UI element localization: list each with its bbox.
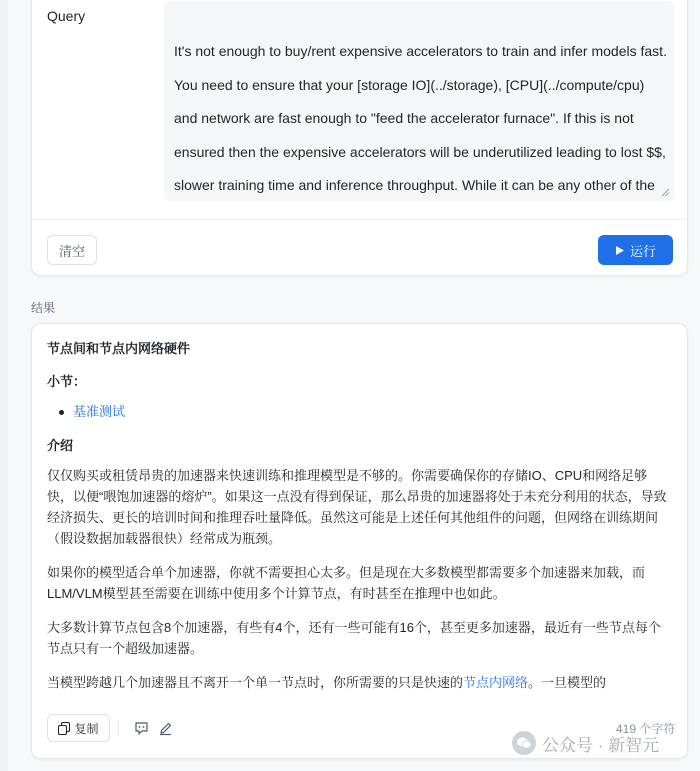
clear-button[interactable]: 清空 <box>47 235 97 265</box>
query-line: slower training time and inference throughput. While it can be any other of the <box>174 177 655 193</box>
left-rail <box>0 0 8 771</box>
paragraph-text: 当模型跨越几个加速器且不离开一个单一节点时，你所需要的只是快速的 <box>47 675 464 690</box>
pencil-icon <box>158 721 173 736</box>
intro-heading: 介绍 <box>47 438 74 453</box>
query-line: It's not enough to buy/rent expensive accelerators to train and infer models fast. <box>174 43 667 59</box>
feedback-button[interactable] <box>129 716 153 740</box>
query-line: and network are fast enough to "feed the accelerator furnace". If this is not <box>174 110 634 126</box>
watermark <box>512 730 659 756</box>
result-title: 节点间和节点内网络硬件 <box>47 341 191 356</box>
subsection-list <box>47 403 672 421</box>
play-icon <box>615 245 625 256</box>
paragraph <box>47 672 672 693</box>
result-card <box>31 323 688 759</box>
feedback-icon <box>134 721 149 736</box>
paragraph: 如果你的模型适合单个加速器，你就不需要担心太多。但是现在大多数模型都需要多个加速器来加载，而LLM/VLM模型甚至需要在训练中使用多个计算节点，有时甚至在推理中也如此。 <box>47 565 646 601</box>
copy-button[interactable] <box>47 714 110 742</box>
run-button[interactable] <box>598 235 673 265</box>
paragraph-text: 。一旦模型的 <box>528 675 607 690</box>
paragraph: 大多数计算节点包含8个加速器，有些有4个，还有一些可能有16个，甚至更多加速器，最近有一些节点每个节点只有一个超级加速器。 <box>47 620 661 656</box>
result-content <box>47 340 672 693</box>
wechat-logo-icon <box>512 731 536 755</box>
watermark-text: 公众号 · 新智元 <box>542 735 660 755</box>
char-count: 419 个字符 <box>616 722 676 736</box>
query-line: You need to ensure that your [storage IO](../storage), [CPU](../compute/cpu) <box>174 76 645 93</box>
query-input[interactable] <box>164 1 674 201</box>
edit-button[interactable] <box>153 716 177 740</box>
intra-node-network-link[interactable]: 节点内网络 <box>463 675 529 690</box>
resize-handle-icon[interactable] <box>661 188 670 197</box>
paragraph: 仅仅购买或租赁昂贵的加速器来快速训练和推理模型是不够的。你需要确保你的存储IO、CPU和网络足够快，以便“喂饱加速器的熔炉”。如果这一点没有得到保证，那么昂贵的加速器将处于未充分利用的状态，导致经济损失、更长的培训时间和推理吞吐量降低。虽然这可能是上述任何其他组件的问题，但网络在训练期间（假设数据加载器很快）经常成为瓶颈。 <box>47 468 667 546</box>
query-divider <box>32 219 687 220</box>
copy-button-label: 复制 <box>74 721 99 736</box>
subsection-link-benchmark[interactable]: 基准测试 <box>59 403 672 421</box>
copy-icon <box>58 722 70 735</box>
query-card <box>31 0 688 276</box>
query-label: Query <box>47 8 86 24</box>
result-section-label: 结果 <box>31 301 56 315</box>
query-line: ensured then the expensive accelerators will be underutilized leading to lost $$, <box>174 143 666 160</box>
subsection-label: 小节： <box>47 374 87 389</box>
run-button-label: 运行 <box>629 243 656 259</box>
footer-separator <box>118 720 119 736</box>
